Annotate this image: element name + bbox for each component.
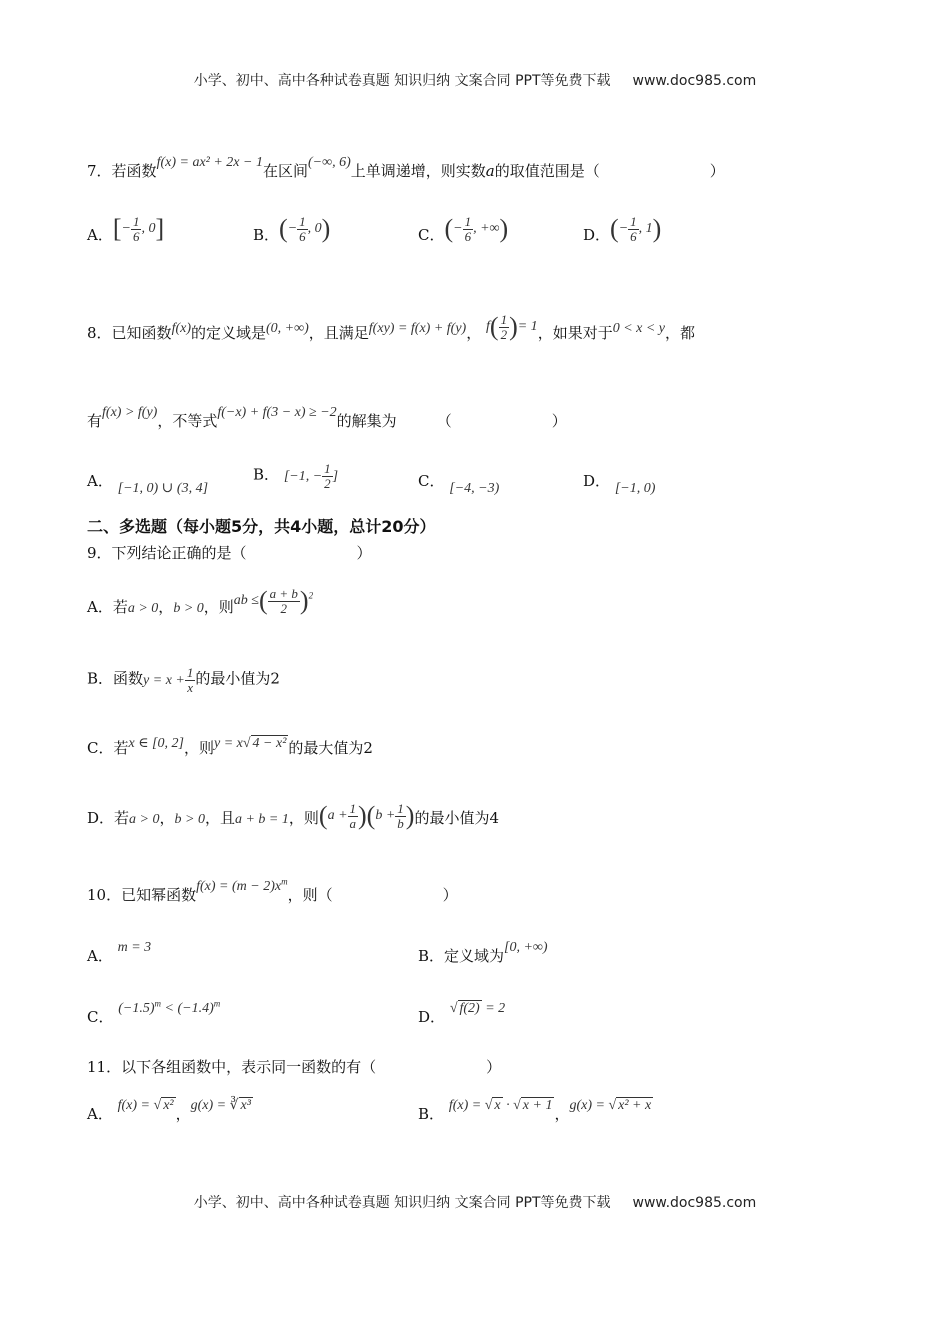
q9-a-sep: ， <box>158 598 174 617</box>
q9-d-then: ，则 <box>288 809 319 828</box>
q7-post: , 0 <box>307 221 322 237</box>
q7-bracket-r: ] <box>155 214 165 243</box>
q11-b-label: B． <box>418 1105 445 1123</box>
q9-c-radicand: 4 − x² <box>252 736 287 751</box>
q10-stem: 10．已知幂函数 <box>87 886 197 904</box>
q10-func: f(x) = (m − 2)x <box>196 879 282 894</box>
q8-text-5: ，都 <box>665 324 696 343</box>
q8-text-4: ，如果对于 <box>537 324 613 343</box>
q8-b-den: 2 <box>324 476 331 491</box>
q7-post: , 1 <box>638 221 653 237</box>
q7-den: 6 <box>630 228 637 244</box>
q11-a-frad: x² <box>163 1098 174 1113</box>
q11-a-g: g(x) = ∛ <box>190 1098 239 1113</box>
q7-bracket-l: [ <box>112 214 122 243</box>
q7-sign: − <box>618 221 629 237</box>
q9-option-d: D．若a > 0，b > 0，且a + b = 1，则(a + $\frac{1}{a}$ )(b + $\frac{1}{b}$ )的最小值为4 <box>87 800 500 831</box>
q9-a-num: a + b <box>269 585 298 601</box>
q8-l2a: 有 <box>87 412 103 430</box>
q11-b-grad: x² + x <box>618 1098 652 1113</box>
q8-text-3: ，且满足 <box>308 324 369 343</box>
q8-fhalf-eq: = 1 <box>517 319 538 335</box>
q8-option-c <box>418 470 500 496</box>
q8-text-2: 的定义域是 <box>191 324 267 343</box>
q8-number: 8． <box>87 324 112 343</box>
q8-l2c: 的解集为 <box>336 412 397 430</box>
q7-sign: − <box>121 221 131 237</box>
q9-c-expr: y = x√ <box>213 736 251 751</box>
q8-fhalf-num: 1 <box>500 311 508 327</box>
q9-c-then: ，则 <box>183 739 214 757</box>
q9-stem: 9．下列结论正确的是（ <box>87 544 247 562</box>
q8-text: 已知函数 <box>111 324 172 343</box>
q9-d-n1: 1 <box>349 800 357 816</box>
q9-d-e2: b + <box>375 808 396 824</box>
q8-comma: ， <box>466 324 482 343</box>
q11-close: ） <box>486 1058 502 1076</box>
q11-a-sep: ， <box>175 1105 191 1123</box>
q8-fhalf-den: 2 <box>500 326 508 342</box>
q7-bracket-l: ( <box>444 214 454 243</box>
q7-close: ） <box>709 162 725 180</box>
q10-b-label: B．定义域为 <box>418 947 505 965</box>
q7-option-c <box>418 213 509 252</box>
q7-option-label: B． <box>253 226 280 245</box>
question-8-line-1: 8．已知函数f(x)的定义域是(0, +∞)，且满足f(xy) = f(x) + f(y)， f( $\frac{1}{2}$ )= 1，如果对于0 < x < y，都 <box>87 311 696 343</box>
q9-b-post: 的最小值为2 <box>195 669 280 688</box>
q7-text-2: 在区间 <box>262 162 308 180</box>
q9-d-d1: a <box>349 815 357 831</box>
page-footer <box>0 1192 950 1212</box>
q8-option-b <box>253 462 338 491</box>
q9-d-d2: b <box>397 815 404 831</box>
q8-b-label: B． <box>253 465 280 484</box>
q11-a-grad: x³ <box>240 1098 251 1113</box>
q7-text-3: 上单调递增，则实数 <box>350 162 486 180</box>
q9-c-post: 的最大值为2 <box>288 739 373 757</box>
q7-sign: − <box>453 221 463 237</box>
q10-c-e1: m <box>154 998 162 1009</box>
q7-number: 7． <box>87 162 112 180</box>
q7-option-label: D． <box>583 226 611 245</box>
q9-d-n2: 1 <box>397 800 404 816</box>
q9-b-expr: y = x + <box>143 672 185 688</box>
q7-function: f(x) = ax² + 2x − 1 <box>156 155 263 170</box>
q8-d-label: D． <box>583 472 611 490</box>
q8-fhalf-f: f <box>486 319 490 335</box>
q11-b-dot: · √ <box>502 1098 521 1113</box>
header-text: 小学、初中、高中各种试卷真题 知识归纳 文案合同 PPT等免费下载 <box>193 73 611 89</box>
q9-close: ） <box>356 544 372 562</box>
q7-text: 若函数 <box>111 162 157 180</box>
q7-interval: (−∞, 6) <box>307 155 351 170</box>
q7-sign: − <box>287 221 298 237</box>
q11-b-g: g(x) = √ <box>569 1098 617 1113</box>
q10-d-rad: f(2) <box>459 1001 480 1016</box>
question-7 <box>87 155 725 181</box>
q9-c-c1: x ∈ [0, 2] <box>128 736 184 751</box>
q10-c-mid: < (−1.4) <box>161 1001 214 1016</box>
q11-stem: 11．以下各组函数中，表示同一函数的有（ <box>87 1058 377 1076</box>
q11-b-frad2: x + 1 <box>522 1098 553 1113</box>
q7-option-b <box>253 213 331 252</box>
q9-d-post: 的最小值为4 <box>414 809 500 828</box>
q8-equation: f(xy) = f(x) + f(y) <box>368 321 467 337</box>
q11-b-f: f(x) = √ <box>448 1098 493 1113</box>
q7-post: , 0 <box>141 221 156 237</box>
question-10 <box>87 876 458 905</box>
q9-b-label: B．函数 <box>87 669 144 688</box>
q10-c-e2: m <box>213 998 221 1009</box>
q9-a-expr: ab ≤ <box>233 593 259 609</box>
q8-f: f(x) <box>171 321 191 337</box>
q7-num: 1 <box>630 213 637 229</box>
q10-close: ） <box>442 886 458 904</box>
question-11 <box>87 1056 501 1077</box>
q8-a-value: [−1, 0) ∪ (3, 4] <box>117 481 209 496</box>
q9-option-b <box>87 666 280 695</box>
header-site: www.doc985.com <box>632 73 757 89</box>
q9-d-c1: a > 0 <box>129 812 160 828</box>
q9-d-and: ，且 <box>204 809 235 828</box>
q10-option-d: D． √ f(2) = 2 <box>418 1001 506 1026</box>
q7-num: 1 <box>464 213 472 229</box>
q8-paren-l: （ <box>436 412 452 430</box>
q8-l2b: ，不等式 <box>157 412 218 430</box>
q10-d-label: D． <box>418 1008 446 1026</box>
q8-domain: (0, +∞) <box>266 321 309 337</box>
q8-cond: 0 < x < y <box>612 321 666 337</box>
q9-d-e1: a + <box>327 808 348 824</box>
q9-a-c1: a > 0 <box>127 601 159 617</box>
q9-c-label: C．若 <box>87 739 129 757</box>
q10-then: ，则（ <box>287 886 333 904</box>
question-9 <box>87 542 372 563</box>
q9-a-label: A．若 <box>87 598 128 617</box>
q10-c-val: (−1.5) <box>118 1001 155 1016</box>
q7-option-a <box>87 213 165 252</box>
q10-c-label: C． <box>87 1008 114 1026</box>
q10-b-val: [0, +∞) <box>504 940 548 955</box>
q10-exp: m <box>281 876 288 887</box>
q8-option-a <box>87 470 209 496</box>
q9-option-c <box>87 737 373 758</box>
q8-c-value: [−4, −3) <box>449 481 500 496</box>
q11-a-f: f(x) = √ <box>117 1098 162 1113</box>
q10-d-post: = 2 <box>485 1001 506 1016</box>
footer-text: 小学、初中、高中各种试卷真题 知识归纳 文案合同 PPT等免费下载 <box>193 1195 611 1211</box>
q8-option-d <box>583 470 656 496</box>
q11-option-b <box>418 1098 653 1124</box>
q8-ineq2: f(−x) + f(3 − x) ≥ −2 <box>217 405 337 420</box>
q9-d-c3: a + b = 1 <box>234 812 289 828</box>
q7-post: , +∞ <box>473 221 500 237</box>
q8-c-label: C． <box>418 472 445 490</box>
q11-b-sep: ， <box>554 1105 570 1123</box>
q11-option-a <box>87 1098 253 1124</box>
q9-b-num: 1 <box>186 665 194 680</box>
q11-a-label: A． <box>87 1105 113 1123</box>
q9-a-exp: 2 <box>308 590 314 601</box>
q7-num: 1 <box>132 213 140 229</box>
q7-den: 6 <box>299 228 306 244</box>
q8-d-value: [−1, 0) <box>614 481 656 496</box>
q9-a-den: 2 <box>280 600 288 616</box>
q7-bracket-l: ( <box>610 214 619 243</box>
q9-a-then: ，则 <box>203 598 234 617</box>
q9-d-sep: ， <box>159 809 175 828</box>
q7-var: a <box>485 162 495 180</box>
q9-d-label: D．若 <box>87 809 130 828</box>
q8-a-label: A． <box>87 472 113 490</box>
q9-option-a: A．若a > 0，b > 0，则ab ≤( $\frac{a + b}{2}$ )$^2$ <box>87 585 314 617</box>
q7-bracket-r: ) <box>321 214 331 243</box>
q7-num: 1 <box>299 213 306 229</box>
q9-a-c2: b > 0 <box>173 601 204 617</box>
question-8-line-2 <box>87 405 567 431</box>
section-2-title: 二、多选题（每小题5分，共4小题，总计20分） <box>87 517 436 536</box>
q8-ineq: f(x) > f(y) <box>102 405 158 420</box>
q11-b-frad1: x <box>494 1098 501 1113</box>
q7-den: 6 <box>132 228 140 244</box>
q9-b-den: x <box>187 680 193 695</box>
q10-a-label: A． <box>87 947 113 965</box>
q7-option-d <box>583 213 662 252</box>
q7-den: 6 <box>464 228 472 244</box>
q7-option-label: A． <box>87 226 113 245</box>
q8-b-post: ] <box>332 468 339 484</box>
q10-a-val: m = 3 <box>117 940 152 955</box>
q7-option-label: C． <box>418 226 445 245</box>
q7-bracket-r: ) <box>652 214 662 243</box>
q10-option-a <box>87 940 152 966</box>
q8-b-num: 1 <box>324 461 331 476</box>
page-header <box>0 70 950 90</box>
footer-site: www.doc985.com <box>632 1195 757 1211</box>
q7-bracket-r: ) <box>499 214 509 243</box>
q8-b-pre: [−1, − <box>283 468 323 484</box>
q7-bracket-l: ( <box>279 214 288 243</box>
q8-paren-r: ） <box>551 412 567 430</box>
q10-option-c <box>87 998 221 1027</box>
q10-option-b <box>418 940 548 966</box>
q7-text-4: 的取值范围是（ <box>494 162 600 180</box>
q9-d-c2: b > 0 <box>174 812 205 828</box>
